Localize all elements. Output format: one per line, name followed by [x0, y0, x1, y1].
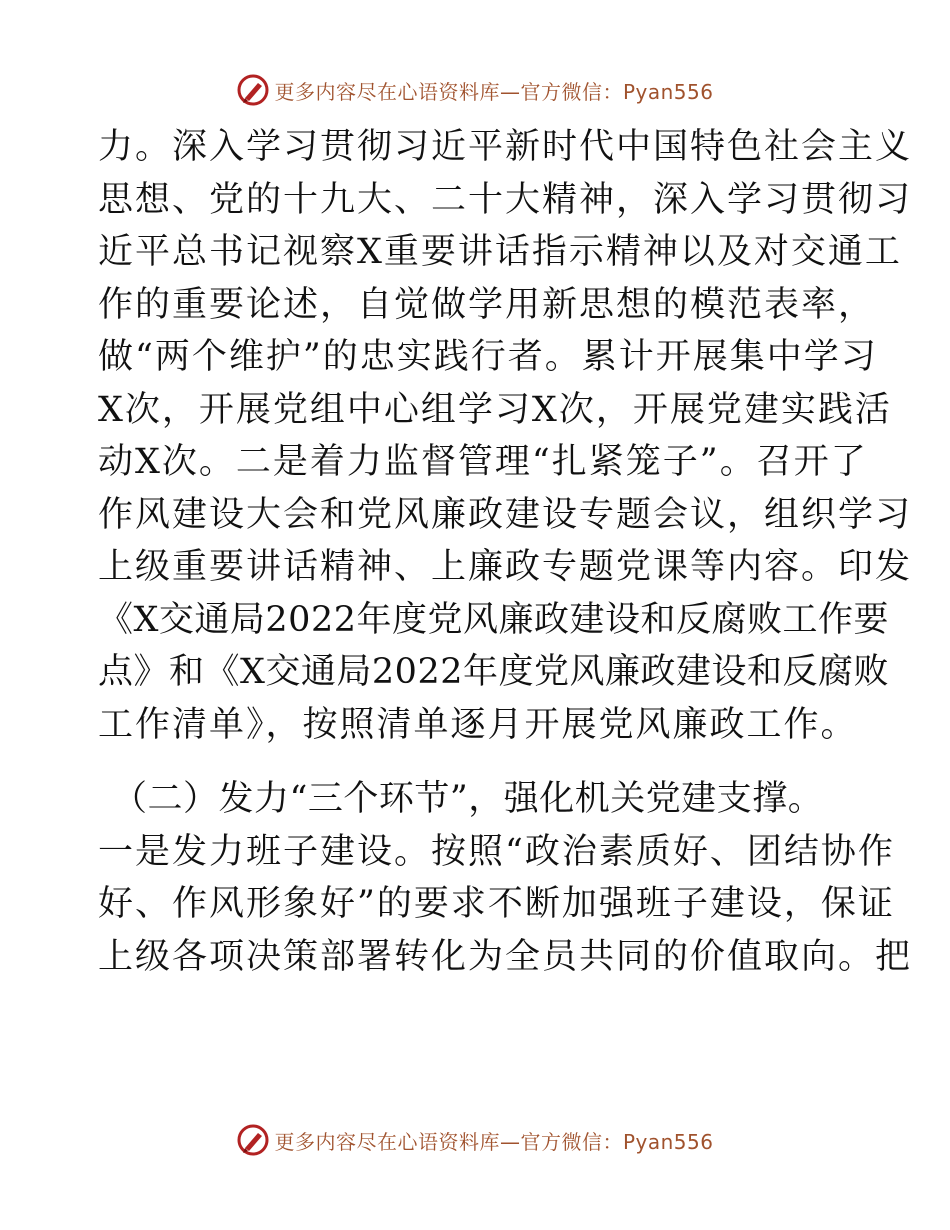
- document-body: [98, 121, 913, 983]
- text-line: X次，开展党组中心组学习X次，开展党建实践活: [98, 389, 892, 430]
- text-line: 做“两个维护”的忠实践行者。累计开展集中学习: [98, 337, 878, 377]
- text-line: 作风建设大会和党风廉政建设专题会议，组织学习: [98, 494, 913, 535]
- text-line: 上级重要讲话精神、上廉政专题党课等内容。印发: [98, 547, 913, 587]
- text-line: 思想、党的十九大、二十大精神，深入学习贯彻习: [98, 179, 913, 220]
- text-line: 上级各项决策部署转化为全员共同的价值取向。把: [98, 936, 913, 977]
- text-line: 工作清单》，按照清单逐月开展党风廉政工作。: [98, 704, 858, 745]
- text-line: 动X次。二是着力监督管理“扎紧笼子”。召开了: [98, 442, 868, 482]
- paragraph-gap: [98, 751, 853, 773]
- text-line: 近平总书记视察X重要讲话指示精神以及对交通工: [98, 232, 902, 272]
- header-watermark-text: 更多内容尽在心语资料库—官方微信：Pyan556: [274, 79, 714, 104]
- text-line: 力。深入学习贯彻习近平新时代中国特色社会主义: [98, 127, 913, 167]
- text-line: 作的重要论述，自觉做学用新思想的模范表率，: [98, 284, 876, 325]
- text-line: 点》和《X交通局2022年度党风廉政建设和反腐败: [98, 652, 889, 692]
- section-heading: （二）发力“三个环节”，强化机关党建支撑。: [112, 779, 824, 819]
- pen-logo-icon: [236, 1123, 270, 1157]
- text-line: 一是发力班子建设。按照“政治素质好、团结协作: [98, 831, 895, 872]
- footer-watermark-text: 更多内容尽在心语资料库—官方微信：Pyan556: [274, 1129, 714, 1154]
- footer-watermark-banner: [0, 1122, 950, 1158]
- pen-logo-icon: [236, 73, 270, 107]
- text-line: 好、作风形象好”的要求不断加强班子建设，保证: [98, 884, 895, 924]
- header-watermark-banner: [0, 72, 950, 108]
- text-line: 《X交通局2022年度党风廉政建设和反腐败工作要: [98, 599, 889, 640]
